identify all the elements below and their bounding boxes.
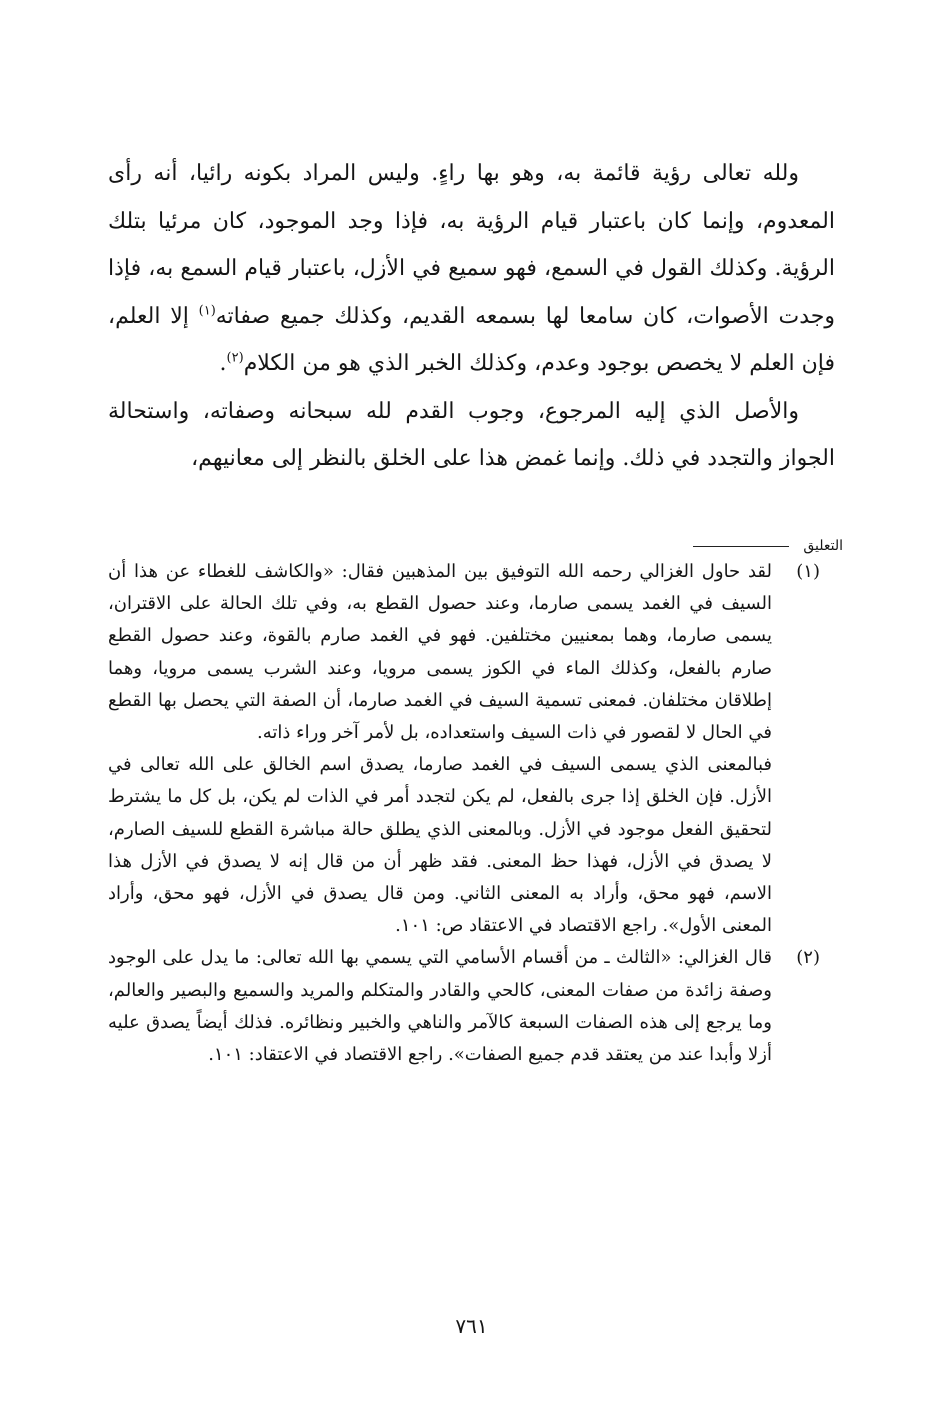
footnote-2-paragraph-1: قال الغزالي: «الثالث ـ من أقسام الأسامي التي يسمي بها الله تعالى: ما يدل على الوجود وصفة زائدة من صفات المعنى، كالحي والقادر والمتكلم والمريد والسميع والبصير والعالم، وما يرجع إلى هذه الصفات السبعة كالآمر والناهي والخبير ونظائره. فذلك أيضاً يصدق عليه أزلا وأبدا عند من يعتقد قدم جميع الصفات». راجع الاقتصاد في الاعتقاد: ١٠١. bbox=[108, 947, 772, 1066]
footnote-ref-2[interactable]: (٢) bbox=[226, 350, 244, 366]
footnote-1-paragraph-2: فبالمعنى الذي يسمى السيف في الغمد صارما، يصدق اسم الخالق على الله تعالى في الأزل. فإن الخلق إذا جرى بالفعل، لم يكن لتجدد أمر في الذات لم يكن، بل كل ما يشترط لتحقيق الفعل موجود في الأزل. وبالمعنى الذي يطلق حالة مباشرة القطع للسيف الصارم، لا يصدق في الأزل، فهذا حظ المعنى. فقد ظهر أن من قال إنه لا يصدق في الأزل هذا الاسم، فهو محق، وأراد به المعنى الثاني. ومن قال يصدق في الأزل، فهو محق، وأراد المعنى الأول». راجع الاقتصاد في الاعتقاد ص: ١٠١. bbox=[108, 754, 772, 937]
main-paragraph-1-part-b: إلا العلم، فإن العلم لا يخصص بوجود وعدم، وكذلك الخبر الذي هو من الكلام bbox=[108, 303, 835, 376]
page-number: ٧٦١ bbox=[455, 1314, 488, 1338]
footnote-separator-label: التعليق bbox=[803, 538, 843, 554]
main-paragraph-1-part-c: . bbox=[219, 351, 227, 376]
footnote-1-paragraph-1: لقد حاول الغزالي رحمه الله التوفيق بين المذهبين فقال: «والكاشف للغطاء عن هذا أن السيف في الغمد يسمى صارما، وعند حصول القطع به، وفي تلك الحالة على الاقتران، يسمى صارما، وهما بمعنيين مختلفين. فهو في الغمد صارم بالقوة، وعند حصول القطع صارم بالفعل، وكذلك الماء في الكوز يسمى مرويا، وعند الشرب يسمى مرويا، وهما إطلاقان مختلفان. فمعنى تسمية السيف في الغمد صارما، أن الصفة التي يحصل بها القطع في الحال لا لقصور في ذات السيف واستعداده، بل لأمر آخر وراء ذاته. bbox=[108, 561, 772, 744]
footnote-ref-1[interactable]: (١) bbox=[198, 303, 216, 319]
footnote-1 bbox=[108, 556, 820, 942]
footnote-1-number: (١) bbox=[796, 561, 820, 582]
footnote-2 bbox=[108, 942, 820, 1071]
main-paragraph-1 bbox=[108, 150, 835, 388]
footnote-separator-line bbox=[693, 546, 789, 547]
main-paragraph-2: والأصل الذي إليه المرجوع، وجوب القدم لله سبحانه وصفاته، واستحالة الجواز والتجدد في ذلك. وإنما غمض هذا على الخلق بالنظر إلى معانيهم، bbox=[108, 398, 835, 471]
footnote-2-number: (٢) bbox=[796, 947, 820, 969]
main-paragraph-1-part-a: ولله تعالى رؤية قائمة به، وهو بها راءٍ. وليس المراد بكونه رائيا، أنه رأى المعدوم، وإنما كان باعتبار قيام الرؤية به، فإذا وجد الموجود، كان مرئيا بتلك الرؤية. وكذلك القول في السمع، فهو سميع في الأزل، باعتبار قيام السمع به، فإذا وجدت الأصوات، كان سامعا لها بسمعه القديم، وكذلك جميع صفاته bbox=[108, 161, 835, 329]
footnotes bbox=[108, 556, 820, 1071]
main-text bbox=[108, 150, 835, 483]
